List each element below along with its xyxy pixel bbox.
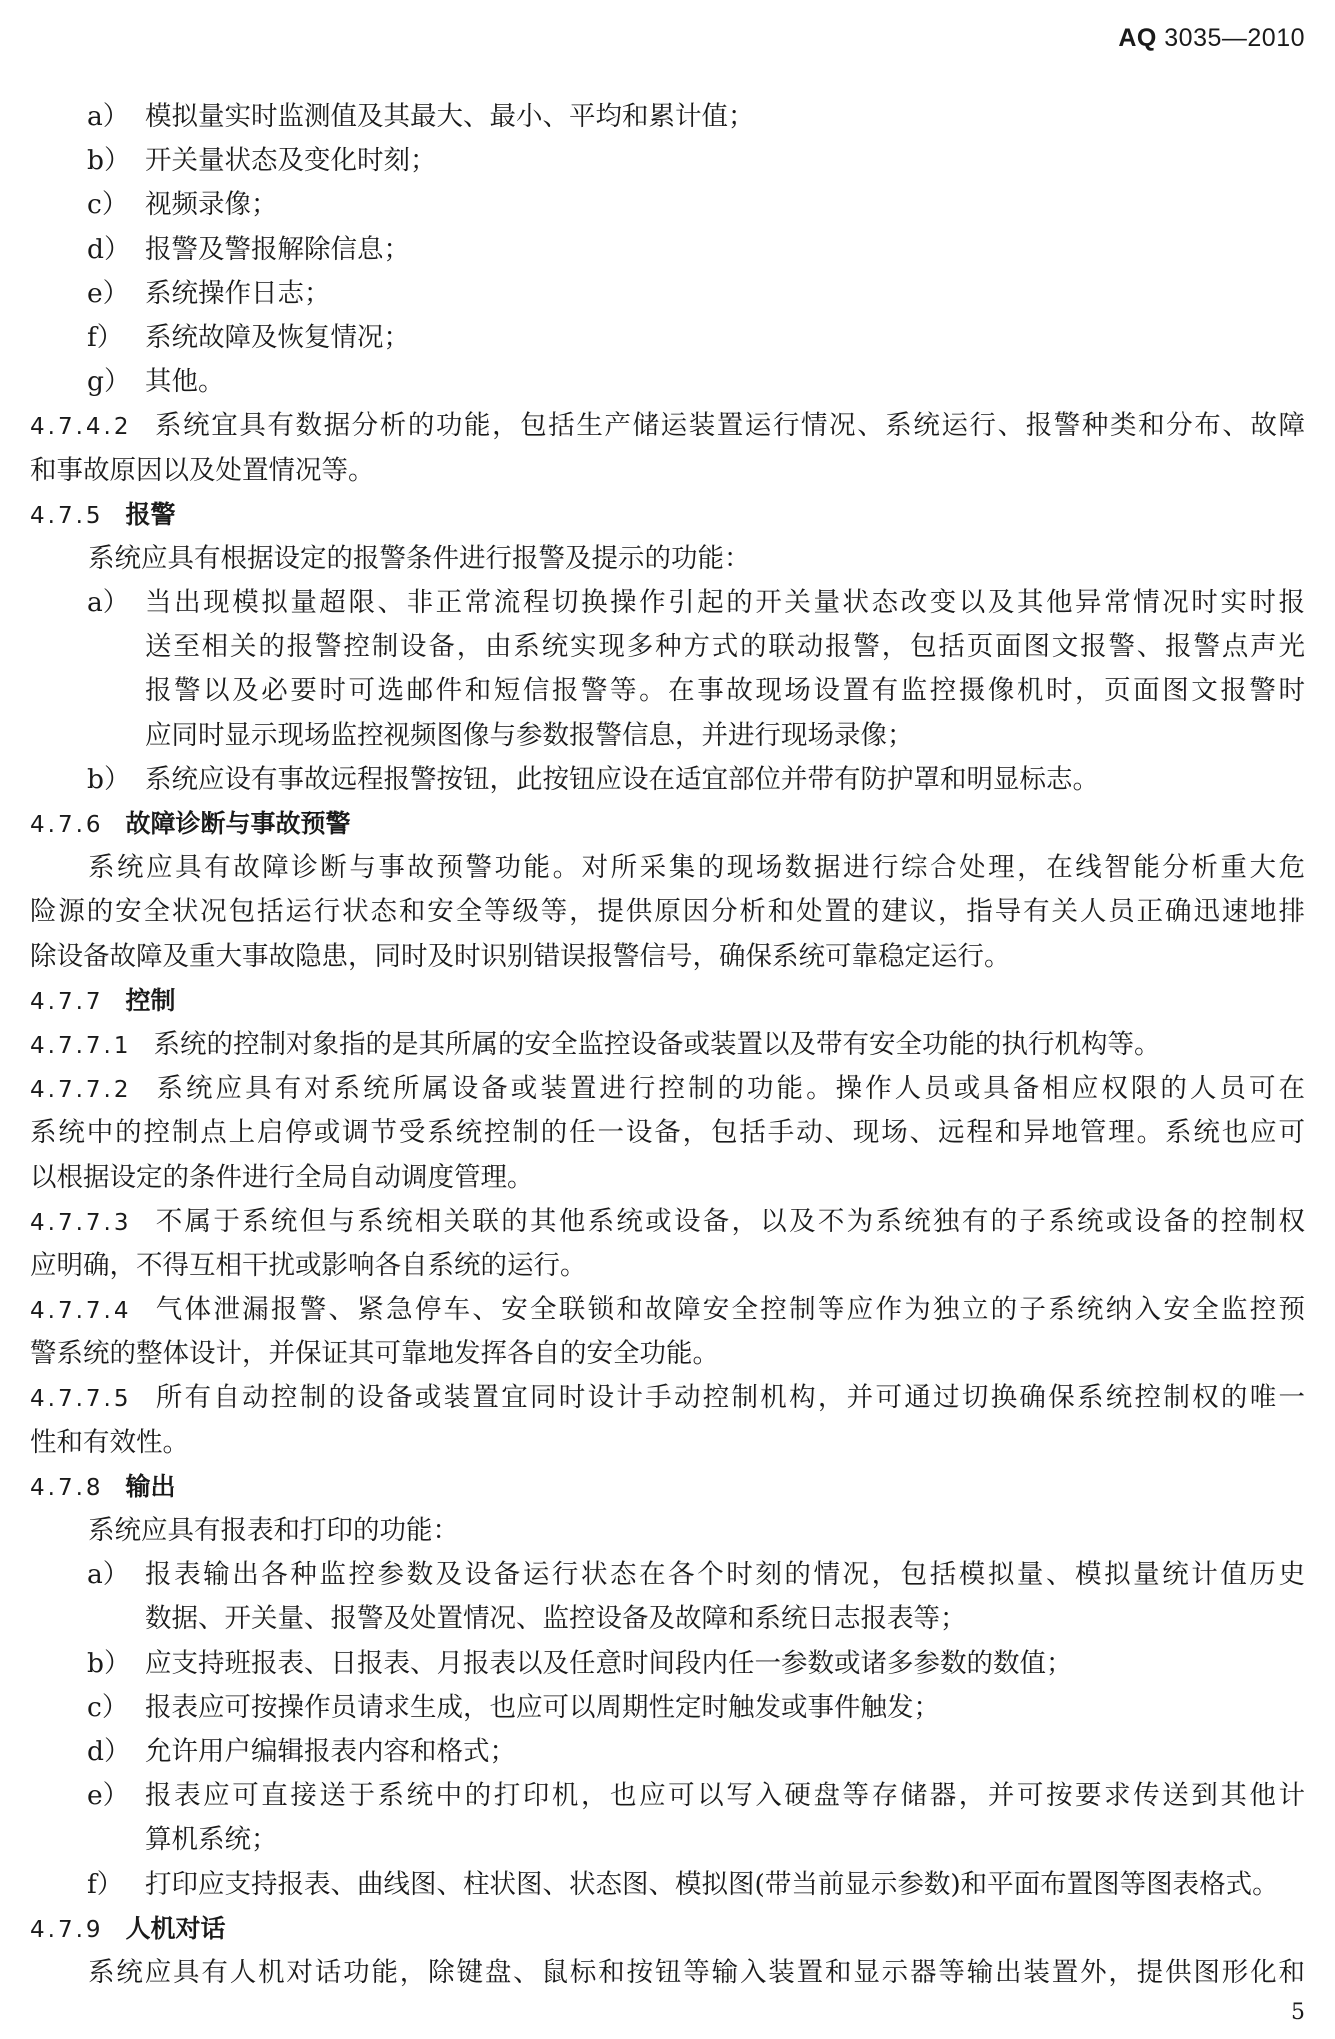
paragraph: 系统应具有故障诊断与事故预警功能。对所采集的现场数据进行综合处理，在线智能分析重大危 (88, 852, 1305, 884)
clause-4-7-4-2: 4.7.4.2 系统宜具有数据分析的功能，包括生产储运装置运行情况、系统运行、报警种类和分布、故障 (30, 410, 1305, 442)
section-number: 4.7.6 (30, 812, 104, 838)
page-number: 5 (1291, 2000, 1305, 2025)
clause-number: 4.7.4.2 (30, 414, 132, 441)
section-number: 4.7.7 (30, 988, 104, 1015)
section-title: 输出 (125, 1471, 176, 1501)
clause-text: 和事故原因以及处置情况等。 (30, 454, 375, 486)
list-item: c） 视频录像； (87, 189, 278, 221)
section-heading-4-7-6 (30, 802, 1305, 846)
clause-text: 应明确，不得互相干扰或影响各自系统的运行。 (30, 1249, 587, 1281)
section-number: 4.7.9 (30, 1916, 104, 1943)
list-item: b） 开关量状态及变化时刻； (87, 145, 437, 177)
clause-4-7-7-3: 4.7.7.3 不属于系统但与系统相关联的其他系统或设备，以及不为系统独有的子系统或设备的控制权 (30, 1205, 1305, 1237)
list-item: d） 报警及警报解除信息； (87, 233, 410, 265)
clause-4-7-7-5: 4.7.7.5 所有自动控制的设备或装置宜同时设计手动控制机构，并可通过切换确保系统控制权的唯一 (30, 1382, 1305, 1414)
section-heading-4-7-5 (30, 493, 1305, 537)
list-item: a） 模拟量实时监测值及其最大、最小、平均和累计值； (87, 101, 755, 132)
list-item: g） 其他。 (87, 366, 225, 398)
standard-number (1118, 24, 1305, 53)
list-item-continuation: 送至相关的报警控制设备，由系统实现多种方式的联动报警，包括页面图文报警、报警点声光 (145, 631, 1305, 663)
list-item: a） 报表输出各种监控参数及设备运行状态在各个时刻的情况，包括模拟量、模拟量统计值历史 (87, 1559, 1305, 1591)
section-heading-4-7-8 (30, 1465, 1305, 1509)
paragraph: 系统应具有报表和打印的功能： (88, 1515, 459, 1546)
section-title: 报警 (125, 499, 176, 529)
paragraph: 系统应具有根据设定的报警条件进行报警及提示的功能： (88, 542, 751, 574)
list-item-continuation: 应同时显示现场监控视频图像与参数报警信息，并进行现场录像； (145, 719, 914, 751)
section-heading-4-7-9 (30, 1907, 1305, 1951)
list-item-continuation: 报警以及必要时可选邮件和短信报警等。在事故现场设置有监控摄像机时，页面图文报警时 (145, 675, 1305, 707)
paragraph: 除设备故障及重大事故隐患，同时及时识别错误报警信号，确保系统可靠稳定运行。 (30, 940, 1011, 972)
list-item: f） 系统故障及恢复情况； (87, 321, 410, 353)
standard-code: 3035—2010 (1164, 24, 1305, 52)
list-item: b） 系统应设有事故远程报警按钮，此按钮应设在适宜部位并带有防护罩和明显标志。 (87, 763, 1099, 795)
clause-4-7-7-1: 4.7.7.1 系统的控制对象指的是其所属的安全监控设备或装置以及带有安全功能的执行机构等。 (30, 1028, 1161, 1060)
section-heading-4-7-7 (30, 979, 1305, 1023)
section-title: 故障诊断与事故预警 (125, 809, 351, 838)
list-item: e） 报表应可直接送于系统中的打印机，也应可以写入硬盘等存储器，并可按要求传送到其他计 (87, 1780, 1305, 1812)
clause-4-7-7-2: 4.7.7.2 系统应具有对系统所属设备或装置进行控制的功能。操作人员或具备相应权限的人员可在 (30, 1073, 1305, 1105)
clause-text: 性和有效性。 (30, 1426, 189, 1458)
clause-text: 系统中的控制点上启停或调节受系统控制的任一设备，包括手动、现场、远程和异地管理。系统也应可 (30, 1117, 1305, 1149)
list-item-continuation: 算机系统； (145, 1824, 278, 1856)
standard-prefix: AQ (1118, 24, 1157, 52)
page-body (30, 95, 1305, 1995)
clause-text: 警系统的整体设计，并保证其可靠地发挥各自的安全功能。 (30, 1338, 719, 1370)
clause-text: 以根据设定的条件进行全局自动调度管理。 (30, 1161, 534, 1193)
list-item: b） 应支持班报表、日报表、月报表以及任意时间段内任一参数或诸多参数的数值； (87, 1647, 1073, 1679)
list-item: f） 打印应支持报表、曲线图、柱状图、状态图、模拟图(带当前显示参数)和平面布置图等图表格式。 (87, 1868, 1279, 1900)
section-title: 控制 (125, 985, 176, 1015)
section-title: 人机对话 (125, 1913, 226, 1943)
list-item: d） 允许用户编辑报表内容和格式； (87, 1735, 516, 1767)
list-item: e） 系统操作日志； (87, 277, 331, 309)
list-item: c） 报表应可按操作员请求生成，也应可以周期性定时触发或事件触发； (87, 1691, 940, 1723)
section-number: 4.7.5 (30, 502, 104, 529)
list-item-continuation: 数据、开关量、报警及处置情况、监控设备及故障和系统日志报表等； (145, 1603, 967, 1635)
list-item: a） 当出现模拟量超限、非正常流程切换操作引起的开关量状态改变以及其他异常情况时实时报 (87, 587, 1305, 619)
section-number: 4.7.8 (30, 1474, 104, 1501)
paragraph: 系统应具有人机对话功能，除键盘、鼠标和按钮等输入装置和显示器等输出装置外，提供图形化和 (88, 1956, 1305, 1988)
paragraph: 险源的安全状况包括运行状态和安全等级等，提供原因分析和处置的建议，指导有关人员正确迅速地排 (30, 896, 1305, 928)
clause-4-7-7-4: 4.7.7.4 气体泄漏报警、紧急停车、安全联锁和故障安全控制等应作为独立的子系统纳入安全监控预 (30, 1294, 1305, 1326)
